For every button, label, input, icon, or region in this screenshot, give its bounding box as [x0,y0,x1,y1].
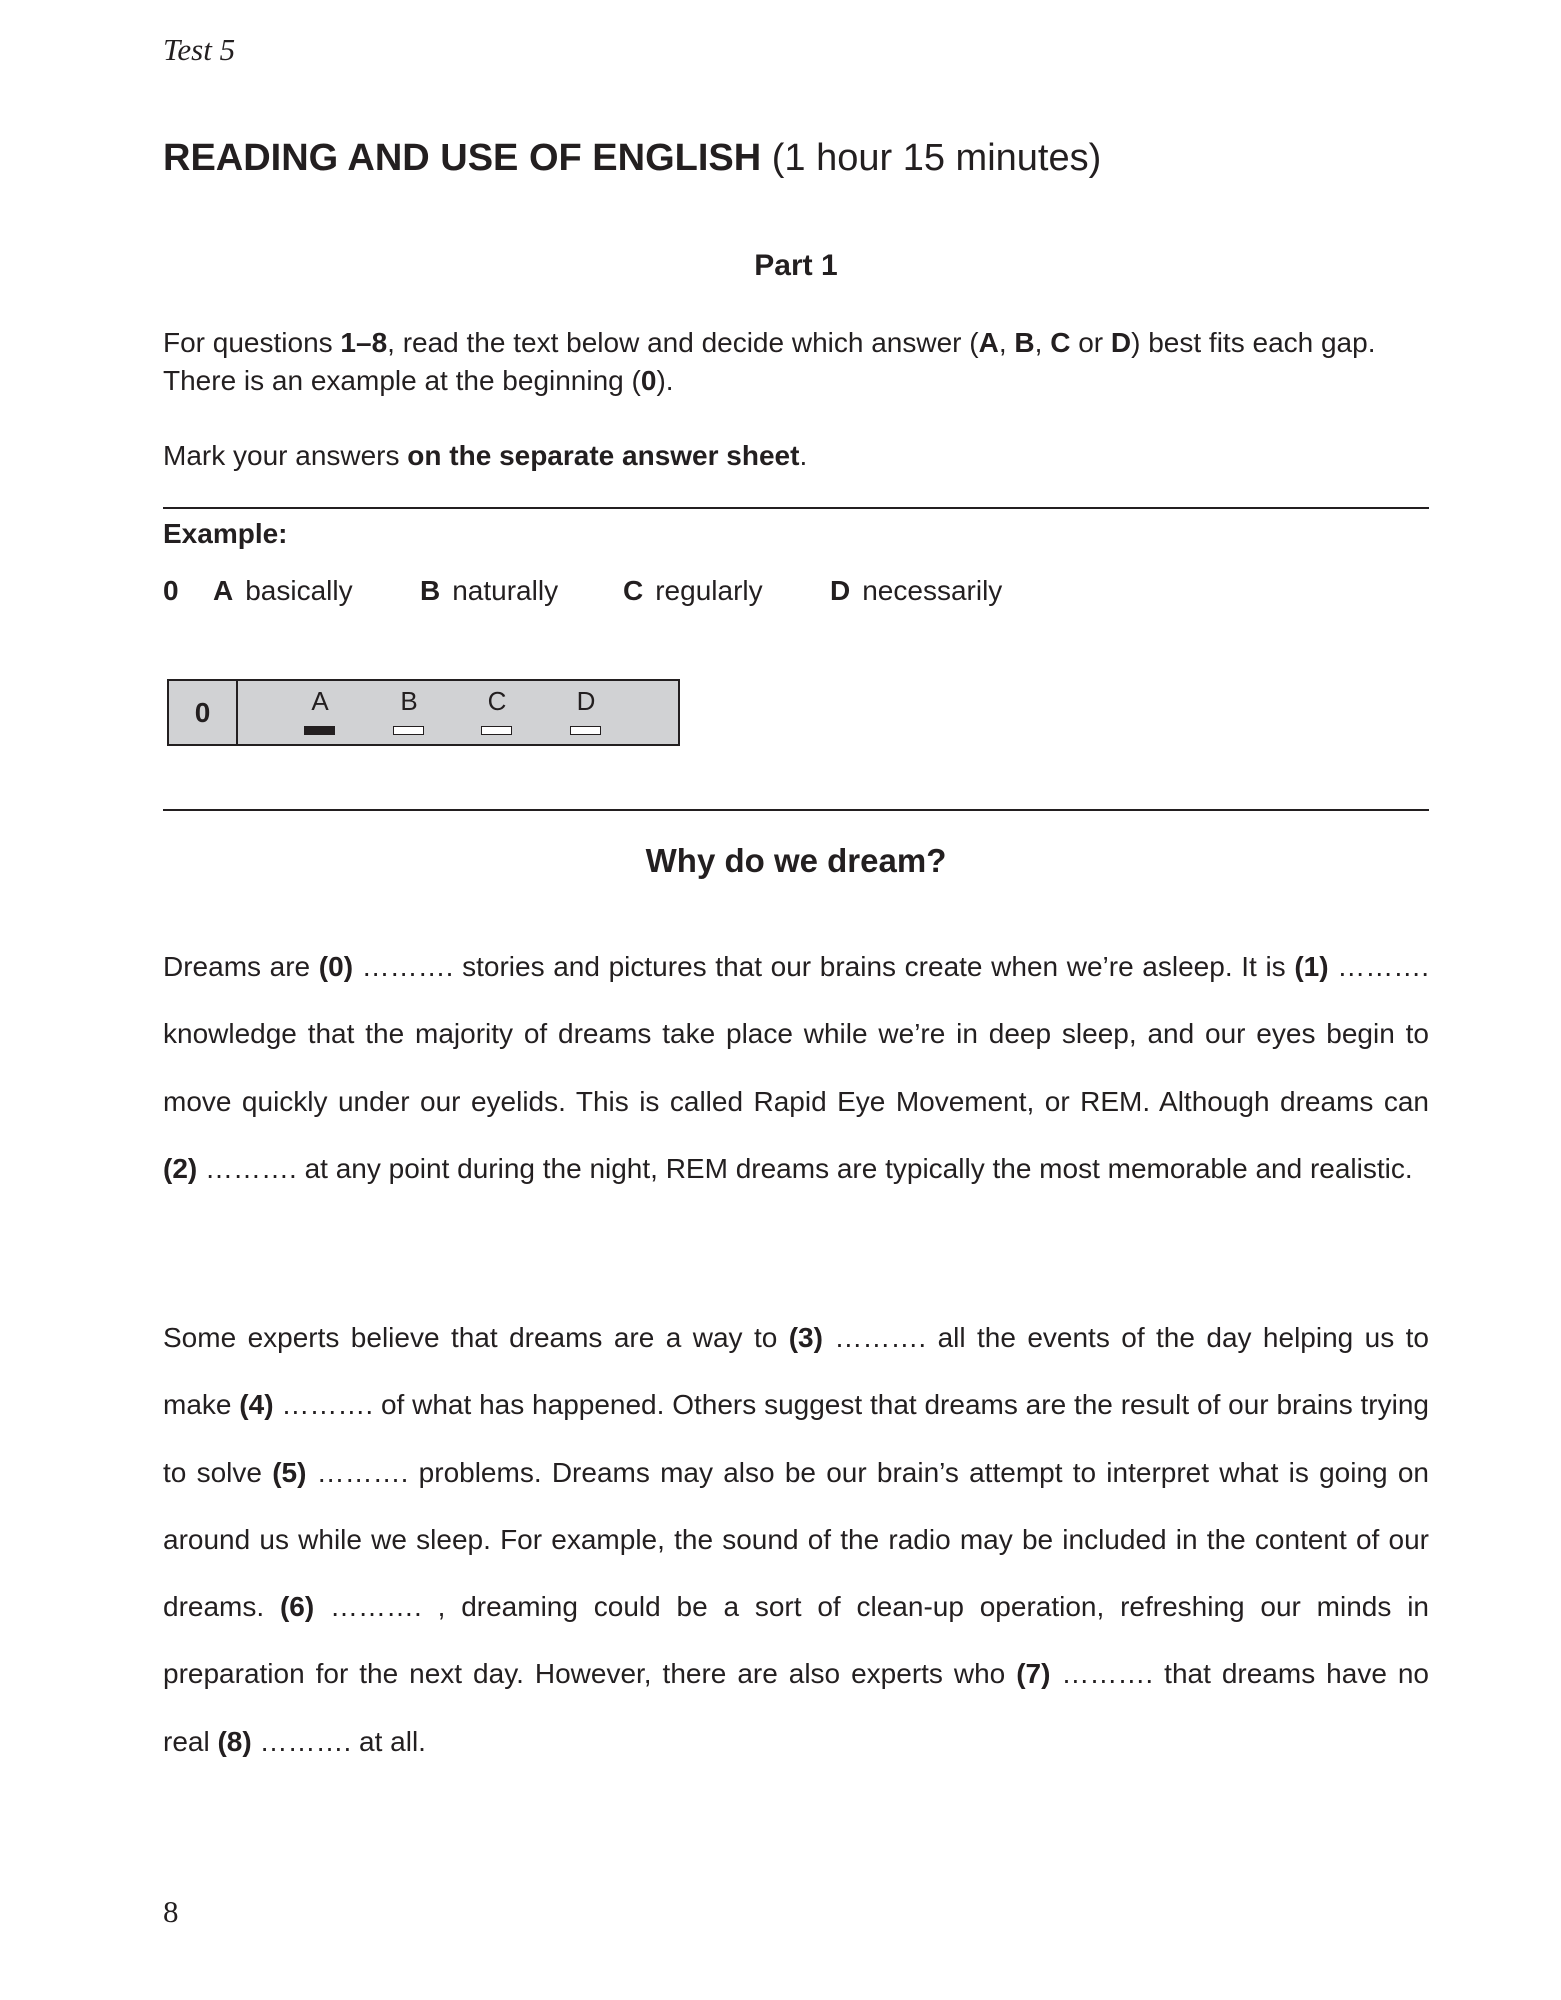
passage-text: ………. of what has happened. Others suggest that dreams are the result of our brains trying to solve [163,1389,1430,1488]
section-title-main: READING AND USE OF ENGLISH [163,137,762,179]
instructions-text: , read the text below and decide which answer ( [387,327,979,358]
answer-box-number: 0 [169,681,238,744]
option-letter: D [830,575,851,606]
example-number-ref: 0 [640,365,657,396]
passage-text: Some experts believe that dreams are a way to [163,1322,789,1353]
option-letter-c: C [1050,327,1071,358]
gap-number: (2) [163,1152,198,1184]
gap-number: (0) [318,951,354,982]
question-range: 1–8 [340,327,388,358]
section-title [163,134,1101,182]
option-letter: A [213,575,234,606]
answer-letter-a: A [311,686,329,716]
example-number-text: 0 [163,575,179,606]
instructions-text: Mark your answers [163,440,408,471]
gap-number: (3) [788,1322,823,1353]
answer-mark-a [304,726,335,735]
option-letter-a: A [978,327,999,358]
option-word: basically [245,575,353,606]
passage-text: ………. at all. [251,1725,426,1757]
answer-mark-b [393,726,424,735]
passage-text: ………. knowledge that the majority of dreams take place while we’re in deep sleep, and our eyes begin to move quickly under our eyelids. This is called Rapid Eye Movement, or REM. Although dreams can [163,951,1430,1117]
divider-top [163,507,1429,509]
option-word: necessarily [862,575,1003,606]
passage-text: ………. stories and pictures that our brains create when we’re asleep. It is [353,951,1295,982]
example-option-b [420,571,558,611]
example-answer-box [167,679,680,746]
gap-number: (8) [217,1725,252,1757]
answer-mark-c [481,726,512,735]
answer-mark-d [570,726,601,735]
gap-number: (4) [239,1389,274,1421]
option-word: naturally [452,575,559,606]
passage-text: ………. at any point during the night, REM dreams are typically the most memorable and realistic. [197,1152,1413,1184]
divider-bottom [163,809,1429,811]
answer-letter-d: D [576,686,596,716]
gap-number: (6) [279,1591,315,1623]
mark-answers-line [163,437,1429,475]
running-head: Test 5 [163,32,236,67]
option-letter-b: B [1014,327,1035,358]
gap-number: (1) [1294,951,1329,982]
passage-paragraph-2 [163,1304,1429,1775]
part-heading: Part 1 [754,249,838,282]
instructions-text: For questions [163,327,341,358]
passage-text: ………. all the events of the day helping us to make [163,1322,1429,1421]
example-option-d [830,571,1002,611]
example-option-c [623,571,763,611]
option-word: regularly [655,575,763,606]
answer-letter-c: C [487,686,507,716]
instructions-text: There is an example at the beginning ( [163,365,641,396]
separator: , [1034,327,1051,358]
example-label: Example: [163,518,288,549]
passage-text: ………. problems. Dreams may also be our brain’s attempt to interpret what is going on around us while we sleep. For example, the sound of the radio may be included in the content of our dreams. [163,1456,1429,1623]
answer-letter-b: B [400,686,418,716]
page-number: 8 [163,1894,179,1929]
gap-number: (7) [1016,1658,1051,1690]
passage-paragraph-1 [163,933,1429,1202]
answer-sheet-emphasis: on the separate answer sheet [407,440,800,471]
text-title: Why do we dream? [645,842,947,879]
separator: , [998,327,1015,358]
gap-number: (5) [272,1456,307,1488]
passage-text: Dreams are [163,951,319,982]
passage-text: ………. , dreaming could be a sort of clean-up operation, refreshing our minds in preparation for the next day. However, there are also experts who [163,1591,1429,1690]
option-letter-d: D [1110,327,1132,358]
instructions-text: . [799,440,808,471]
instructions-text: ). [656,365,674,396]
section-title-time: (1 hour 15 minutes) [771,137,1102,179]
instructions-text: or [1070,327,1111,358]
example-option-a [213,571,353,611]
instructions-line [163,324,1429,400]
passage-text: ………. that dreams have no real [163,1658,1429,1757]
option-letter: B [420,575,441,606]
instructions-text: ) best fits each gap. [1131,327,1376,358]
example-number [163,571,191,611]
instructions [163,324,1429,475]
option-letter: C [623,575,644,606]
